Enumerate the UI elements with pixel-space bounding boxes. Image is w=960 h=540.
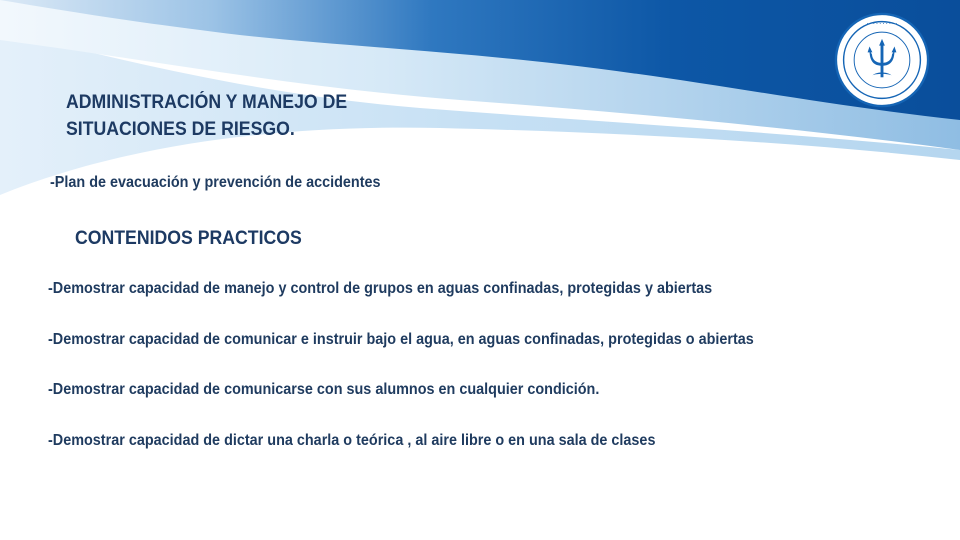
slide-title-line2: SITUACIONES DE RIESGO.	[66, 119, 295, 140]
section-heading: CONTENIDOS PRACTICOS	[75, 228, 302, 249]
bullet-item: -Demostrar capacidad de comunicarse con sus alumnos en cualquier condición.	[48, 381, 600, 398]
svg-text:· · · · · · · · · ·: · · · · · · · · · ·	[866, 21, 898, 28]
bullet-item: -Demostrar capacidad de manejo y control de grupos en aguas confinadas, protegidas y abiertas	[48, 280, 713, 297]
bullet-item: -Demostrar capacidad de comunicar e instruir bajo el agua, en aguas confinadas, protegidas o abiertas	[48, 331, 754, 348]
federation-logo	[834, 12, 930, 108]
bullet-item: -Demostrar capacidad de dictar una charla o teórica , al aire libre o en una sala de clases	[48, 432, 656, 449]
slide-subtitle: -Plan de evacuación y prevención de accidentes	[50, 174, 381, 191]
slide-title-line1: ADMINISTRACIÓN Y MANEJO DE	[66, 92, 348, 113]
slide-title	[66, 89, 347, 143]
